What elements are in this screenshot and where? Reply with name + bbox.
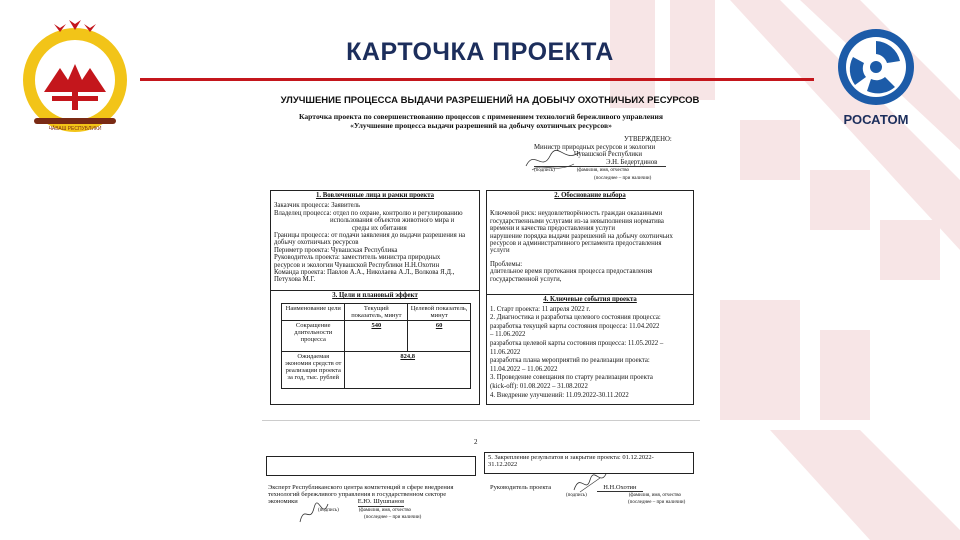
- approval-fio-label2: (последнее – при наличии): [594, 175, 652, 181]
- section4-line: разработка текущей карты состояния процесса: 11.04.2022: [490, 322, 660, 330]
- approval-line1: Министр природных ресурсов и экологии: [534, 143, 656, 151]
- section4-line: разработка целевой карты состояния процесса: 11.05.2022 –: [490, 339, 664, 347]
- leader-fio-label: (фамилия, имя, отчество: [628, 493, 682, 499]
- document-heading: [262, 112, 700, 130]
- leader-signature-label: (подпись): [566, 493, 587, 499]
- section2-title: 2. Обоснование выбора: [554, 192, 626, 199]
- section2-line: Ключевой риск: неудовлетворённость граждан оказанными: [490, 210, 663, 218]
- emblem-ribbon-text: ЧĂВАШ РЕСПУБЛИКИ: [48, 126, 102, 132]
- section1-line: Заказчик процесса: Заявитель: [274, 202, 361, 210]
- section4-line: 4. Внедрение улучшений: 11.09.2022-30.11.2022: [490, 391, 629, 399]
- section2-line: длительное время протекания процесса предоставления: [490, 268, 653, 276]
- empty-box: [266, 456, 476, 476]
- section1-line: добычу охотничьих ресурсов: [274, 239, 359, 247]
- section1-line: Границы процесса: от подачи заявления до выдачи разрешения на: [274, 232, 466, 240]
- document-heading-line1: Карточка проекта по совершенствованию процессов с применением технологий бережливого управления: [298, 112, 664, 121]
- expert-fio-label2: (последнее – при наличии): [364, 514, 422, 520]
- page-divider: [262, 420, 700, 421]
- section2-line: нарушение порядка выдачи разрешений на добычу охотничьих: [490, 232, 673, 240]
- section-goals: [270, 290, 480, 405]
- leader-name: Н.Н.Охотин: [597, 484, 642, 492]
- section1-line: Руководитель проекта: заместитель министра природных: [274, 254, 441, 262]
- title-divider: [140, 78, 814, 81]
- approval-fio-label: (фамилия, имя, отчество: [576, 168, 630, 174]
- section-involved-parties: [270, 190, 480, 292]
- section2-line: государственной услуги,: [490, 275, 562, 283]
- section4-line: 11.06.2022: [490, 348, 521, 356]
- goals-header-name: Наименование цели: [282, 304, 345, 321]
- project-subtitle: УЛУЧШЕНИЕ ПРОЦЕССА ВЫДАЧИ РАЗРЕШЕНИЙ НА ДОБЫЧУ ОХОТНИЧЬИХ РЕСУРСОВ: [280, 95, 700, 106]
- goals-row1-name: Сокращение длительности процесса: [282, 321, 345, 352]
- table-row: [282, 321, 471, 352]
- section2-line: услуги: [490, 247, 510, 255]
- section4-line: 2. Диагностика и разработка целевого состояния процесса:: [490, 314, 661, 322]
- approval-line2: Чувашской Республики: [574, 151, 642, 159]
- project-card-document: [262, 108, 700, 404]
- section4-line: – 11.06.2022: [490, 331, 526, 339]
- page-number: 2: [474, 438, 478, 446]
- approval-signature-label: (подпись): [534, 168, 555, 174]
- expert-line2: технологий бережливого управления в государственном секторе: [268, 491, 447, 499]
- section4-line: разработка плана мероприятий по реализации проекта:: [490, 357, 650, 365]
- section-key-events: [486, 294, 694, 405]
- goals-header-current: Текущий показатель, минут: [345, 304, 408, 321]
- section2-line: государственными услугами из-за невыполнения норматива: [490, 217, 664, 225]
- section1-line: Петухова М.Г.: [274, 276, 316, 284]
- expert-signature-label: (подпись): [318, 507, 339, 513]
- expert-fio-label: (фамилия, имя, отчество: [358, 507, 412, 513]
- step5-line1: 5. Закрепление результатов и закрытие проекта: 01.12.2022-: [488, 454, 654, 461]
- leader-signature-icon: [570, 470, 610, 496]
- table-row: [282, 304, 471, 321]
- section4-line: 3. Проведение совещания по старту реализации проекта: [490, 374, 653, 382]
- expert-signature-icon: [296, 498, 332, 528]
- section1-line: ресурсов и экологии Чувашской Республики Н.Н.Охотин: [274, 261, 440, 269]
- goals-table: [281, 303, 471, 389]
- section1-title: 1. Вовлеченные лица и рамки проекта: [315, 192, 435, 199]
- expert-line1: Эксперт Республиканского центра компетенций в сфере внедрения: [268, 484, 454, 491]
- approval-label: УТВЕРЖДЕНО:: [624, 136, 672, 143]
- section1-line: Периметр проекта: Чувашская Республика: [274, 246, 398, 254]
- section1-line: использования объектов животного мира и: [330, 217, 455, 225]
- section1-line: среды их обитания: [352, 224, 407, 232]
- goals-header-target: Целевой показатель, минут: [408, 304, 471, 321]
- section-rationale: [486, 190, 694, 296]
- section2-line: времени и качества предоставления услуги: [490, 225, 615, 233]
- table-row: [282, 352, 471, 389]
- rosatom-label: РОСАТОМ: [843, 112, 909, 127]
- document-page-2: [262, 412, 700, 540]
- section2-line: Проблемы:: [490, 260, 523, 268]
- expert-name: Е.Ю. Шушпанов: [357, 498, 405, 506]
- page-title: КАРТОЧКА ПРОЕКТА: [346, 38, 614, 66]
- goals-row1-current: 540: [345, 321, 408, 352]
- section2-line: ресурсов и административного регламента предоставления: [490, 240, 662, 248]
- section1-line: Владелец процесса: отдел по охране, контролю и регулированию: [274, 209, 463, 217]
- document-heading-line2: «Улучшение процесса выдачи разрешений на добычу охотничьих ресурсов»: [350, 121, 612, 130]
- chuvashia-coat-of-arms-icon: [14, 18, 136, 136]
- approval-signature-icon: [524, 144, 584, 174]
- leader-fio-label2: (последнее – при наличии): [628, 500, 686, 506]
- section4-line: 11.04.2022 – 11.06.2022: [490, 365, 558, 373]
- section4-title: 4. Ключевые события проекта: [543, 296, 637, 303]
- expert-line3: экономики: [268, 498, 298, 506]
- leader-label: Руководитель проекта: [490, 484, 552, 491]
- step5-line2: 31.12.2022: [488, 461, 518, 469]
- section4-line: (kick-off): 01.08.2022 – 31.08.2022: [490, 382, 588, 390]
- section3-title: 3. Цели и плановый эффект: [332, 292, 418, 299]
- section1-line: Команда проекта: Павлов А.А., Николаева А.Л., Волкова Я.Д.,: [274, 269, 455, 277]
- goals-row2-value: 824,8: [345, 352, 471, 389]
- rosatom-logo-icon: [833, 27, 919, 107]
- approval-name: Э.Н. Бедертдинов: [534, 159, 666, 168]
- goals-row1-target: 60: [408, 321, 471, 352]
- goals-row2-name: Ожидаемая экономия средств от реализации проекта за год, тыс. рублей: [282, 352, 345, 389]
- section4-line: 1. Старт проекта: 11 апреля 2022 г.: [490, 305, 591, 313]
